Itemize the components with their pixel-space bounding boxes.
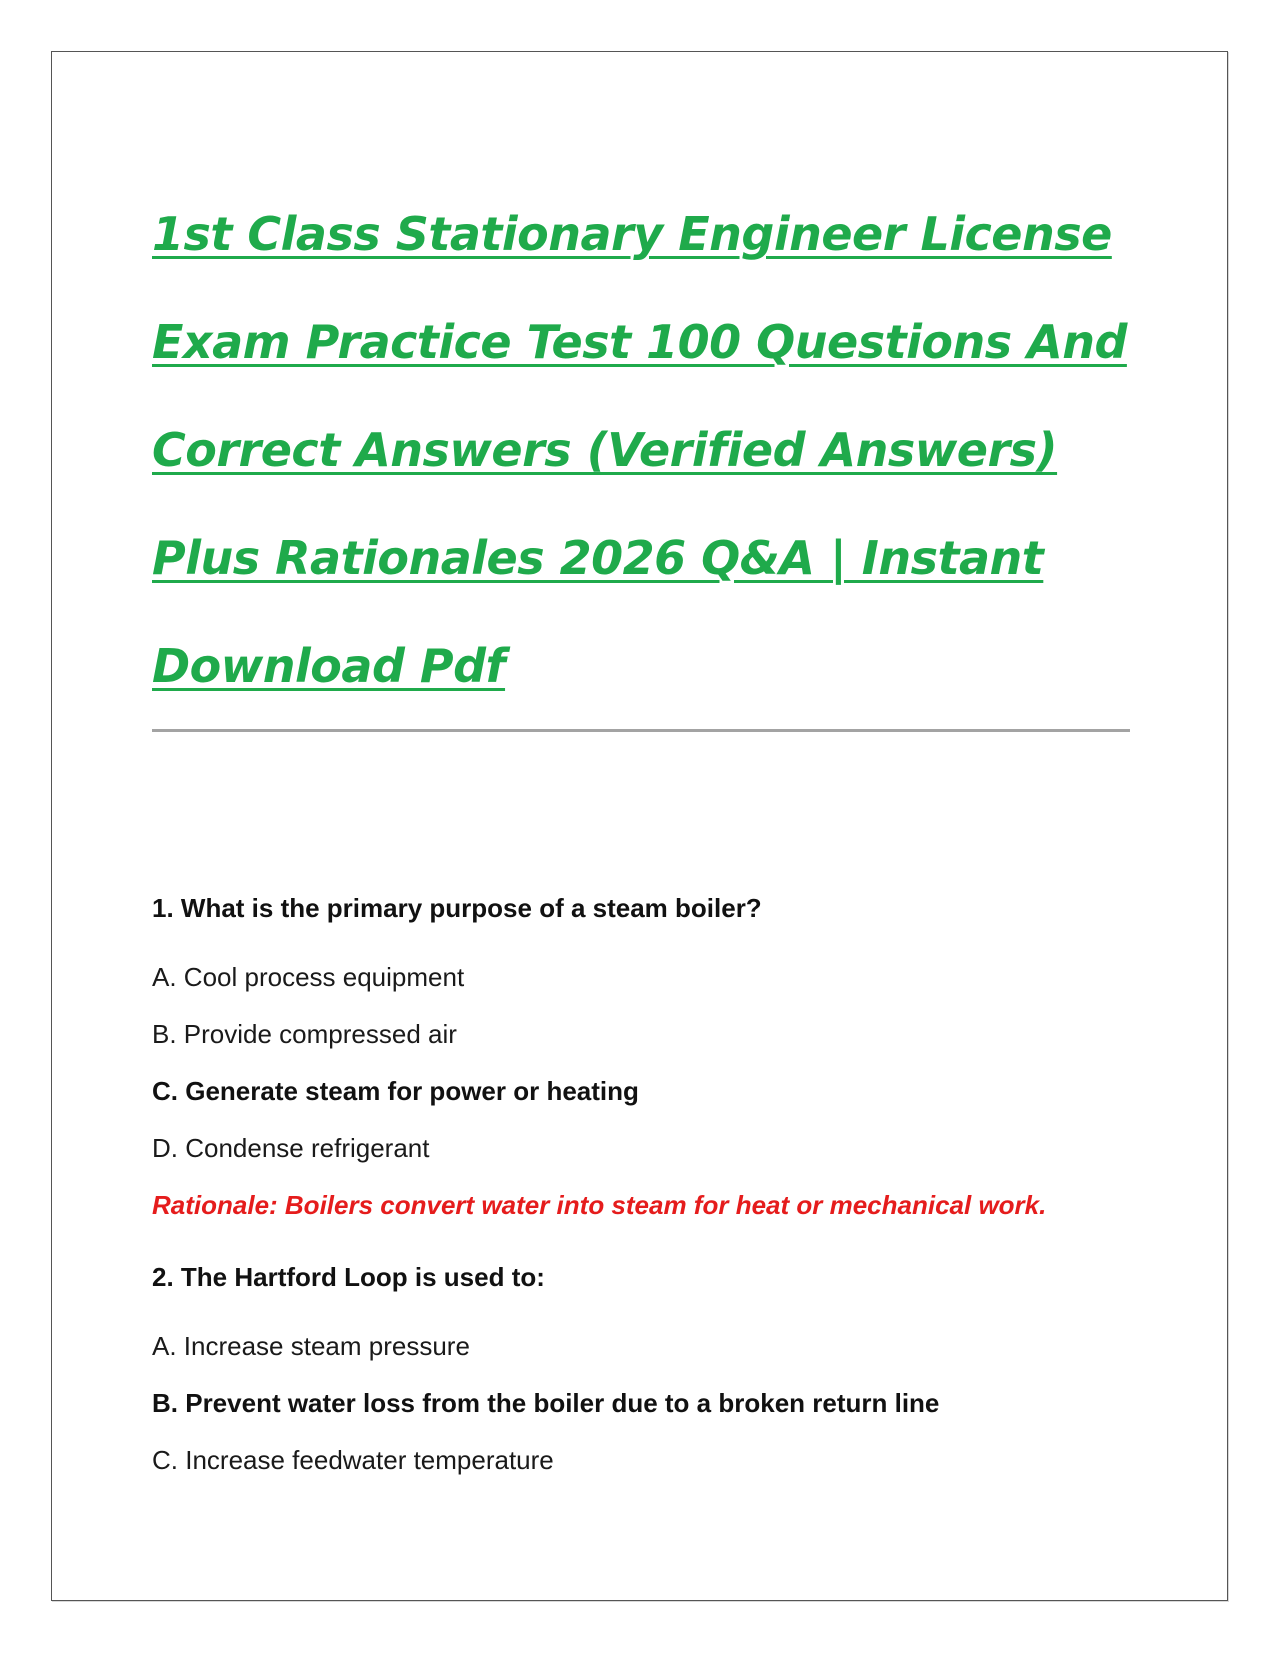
question-text: 1. What is the primary purpose of a steam boiler? (152, 893, 762, 923)
answer-options (152, 959, 1152, 1187)
title-divider (152, 729, 1130, 732)
answer-options (152, 1328, 1152, 1499)
question-text: 2. The Hartford Loop is used to: (152, 1262, 545, 1292)
question-1 (152, 890, 1152, 1223)
question-2 (152, 1259, 1152, 1499)
option-c-correct: C. Generate steam for power or heating (152, 1076, 639, 1106)
document-title: 1st Class Stationary Engineer License Exam Practice Test 100 Questions And Correct Answers (Verified Answers) Plus Rationales 2026 Q&A | Instant Download Pdf (152, 207, 1127, 693)
option-b: B. Provide compressed air (152, 1019, 457, 1049)
option-d: D. Condense refrigerant (152, 1133, 430, 1163)
document-page (51, 51, 1228, 1601)
option-b-correct: B. Prevent water loss from the boiler due to a broken return line (152, 1388, 940, 1418)
option-a: A. Increase steam pressure (152, 1331, 470, 1361)
rationale-text: Rationale: Boilers convert water into steam for heat or mechanical work. (152, 1190, 1047, 1220)
option-a: A. Cool process equipment (152, 962, 465, 992)
option-c: C. Increase feedwater temperature (152, 1445, 554, 1475)
